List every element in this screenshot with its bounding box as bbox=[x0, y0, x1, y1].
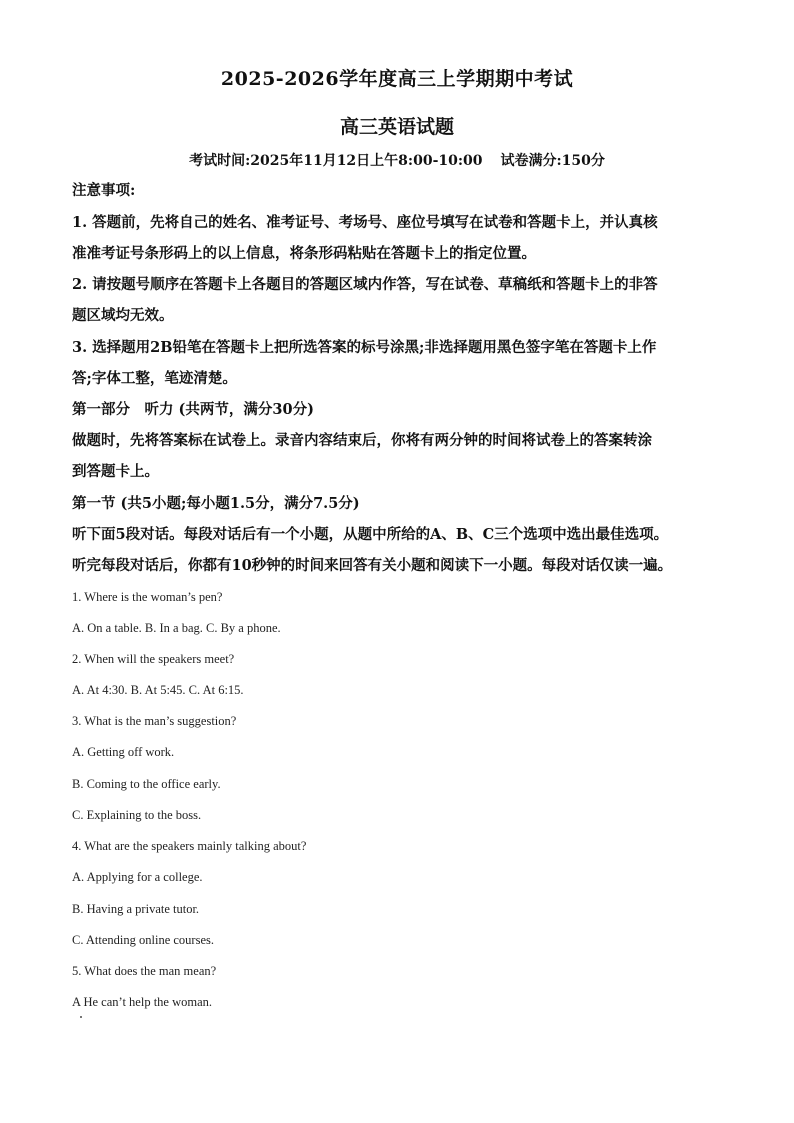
exam-info-line bbox=[0, 150, 794, 170]
section1-instruction-line-2: 听完每段对话后，你都有10秒钟的时间来回答有关小题和阅读下一小题。每段对话仅读一遍。 bbox=[72, 557, 673, 574]
question-4: 4. What are the speakers mainly talking about? bbox=[72, 839, 307, 853]
part1-instruction-line-2: 到答题卡上。 bbox=[72, 463, 159, 480]
question-3: 3. What is the man’s suggestion? bbox=[72, 714, 237, 728]
full-score: 试卷满分:150分 bbox=[500, 153, 605, 169]
note-item-3-line-1: 3. 选择题用2B铅笔在答题卡上把所选答案的标号涂黑;非选择题用黑色签字笔在答题卡上作 bbox=[72, 339, 657, 356]
question-2: 2. When will the speakers meet? bbox=[72, 652, 235, 666]
exam-title: 2025-2026学年度高三上学期期中考试 bbox=[220, 68, 574, 90]
scan-speck bbox=[80, 1016, 82, 1018]
section1-instruction-line-1: 听下面5段对话。每段对话后有一个小题，从题中所给的A、B、C三个选项中选出最佳选项。 bbox=[72, 526, 669, 543]
note-item-3-line-2: 答;字体工整，笔迹清楚。 bbox=[72, 370, 237, 387]
part1-instruction-line-1: 做题时，先将答案标在试卷上。录音内容结束后，你将有两分钟的时间将试卷上的答案转涂 bbox=[72, 432, 652, 449]
question-3-option-a: A. Getting off work. bbox=[72, 745, 175, 759]
question-1-options: A. On a table. B. In a bag. C. By a phone. bbox=[72, 621, 281, 635]
question-3-option-c: C. Explaining to the boss. bbox=[72, 808, 202, 822]
notes-heading: 注意事项: bbox=[72, 182, 136, 199]
note-item-2-line-1: 2. 请按题号顺序在答题卡上各题目的答题区域内作答，写在试卷、草稿纸和答题卡上的非答 bbox=[72, 276, 658, 293]
question-5-option-a: A He can’t help the woman. bbox=[72, 995, 213, 1009]
exam-subtitle: 高三英语试题 bbox=[339, 116, 454, 138]
question-5: 5. What does the man mean? bbox=[72, 964, 217, 978]
note-item-1-line-2: 准准考证号条形码上的以上信息，将条形码粘贴在答题卡上的指定位置。 bbox=[72, 245, 536, 262]
question-4-option-b: B. Having a private tutor. bbox=[72, 902, 200, 916]
note-item-1-line-1: 1. 答题前，先将自己的姓名、准考证号、考场号、座位号填写在试卷和答题卡上，并认真核 bbox=[72, 214, 658, 231]
question-4-option-c: C. Attending online courses. bbox=[72, 933, 214, 947]
part1-heading: 第一部分 听力 (共两节，满分30分) bbox=[72, 401, 314, 418]
question-4-option-a: A. Applying for a college. bbox=[72, 870, 203, 884]
section1-heading: 第一节 (共5小题;每小题1.5分，满分7.5分) bbox=[72, 495, 360, 512]
question-1: 1. Where is the woman’s pen? bbox=[72, 590, 223, 604]
question-3-option-b: B. Coming to the office early. bbox=[72, 777, 221, 791]
question-2-options: A. At 4:30. B. At 5:45. C. At 6:15. bbox=[72, 683, 244, 697]
exam-time: 考试时间:2025年11月12日上午8:00-10:00 bbox=[189, 153, 483, 169]
note-item-2-line-2: 题区域均无效。 bbox=[72, 307, 174, 324]
